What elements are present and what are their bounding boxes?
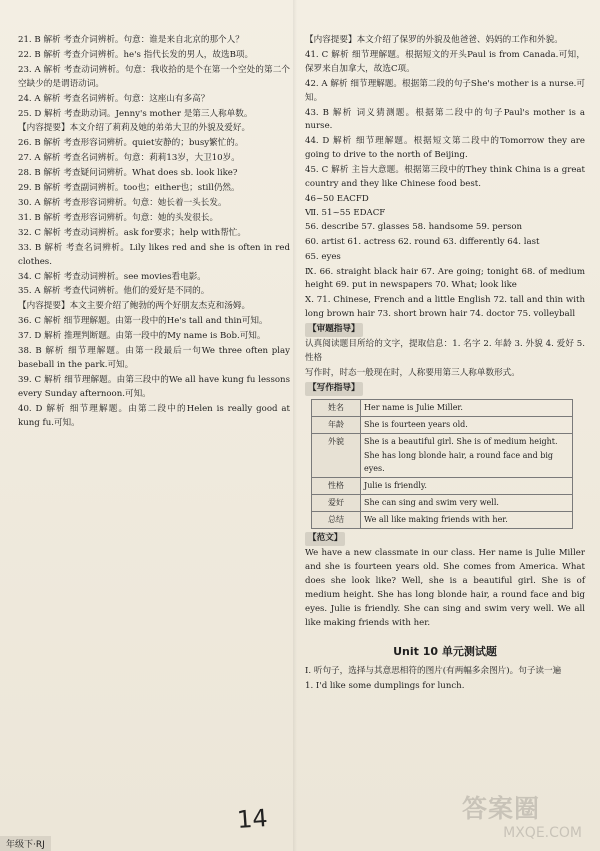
grade-footer: 年级下·RJ [0,836,51,851]
answer-24: 24. A 解析 考查名词辨析。句意：这座山有多高？ [18,93,210,104]
review-text-2: 写作时，时态一般现在时，人称要用第三人称单数形式。 [305,367,520,378]
answer-41: 41. C 解析 细节理解题。根据短文的开头Paul is from Canada.可知，保罗来自加拿大，故选C项。 [305,49,585,74]
answer-21: 21. B 解析 考查介词辨析。句意：谁是来自北京的那个人？ [18,35,244,45]
model-title: 【范文】 [305,532,345,546]
writing-heading [305,382,585,396]
table-row [312,495,573,512]
answer-60-64: 60. artist 61. actress 62. round 63. differently 64. last [305,236,540,247]
answer-44: 44. D 解析 细节理解题。根据短文第二段中的Tomorrow they are going to drive to the north of Beijing. [305,136,585,161]
answer-65: 65. eyes [305,251,341,262]
answer-26: 26. B 解析 考查形容词辨析。quiet安静的；busy繁忙的。 [18,138,244,149]
answer-45: 45. C 解析 主旨大意题。根据第三段中的They think China is a great country and they like Chinese food best. [305,165,585,190]
answer-33: 33. B 解析 考查名词辨析。Lily likes red and she is often in red clothes. [18,242,290,267]
answer-35: 35. A 解析 考查代词辨析。他们的爱好是不同的。 [18,286,210,297]
handwritten-page-number: 14 [236,803,269,835]
table-key: 外貌 [312,433,361,478]
answer-56-59: 56. describe 57. glasses 58. handsome 59. person [305,221,523,232]
table-value: We all like making friends with her. [361,512,573,529]
answer-29: 29. B 解析 考查副词辨析。too也；either也；still仍然。 [18,183,240,194]
answer-46-50: 46~50 EACFD [305,193,369,204]
table-key: 总结 [312,512,361,529]
table-value: She is fourteen years old. [361,416,573,433]
table-key: 爱好 [312,495,361,512]
answer-23: 23. A 解析 考查动词辨析。句意：我收拾的是个在第一个空处的第二个空缺少的是谓语动词。 [18,64,290,89]
content-summary-1: 【内容提要】本文介绍了莉莉及她的弟弟大卫的外貌及爱好。 [18,123,251,134]
answer-40: 40. D 解析 细节理解题。由第二段中的Helen is really good at kung fu.可知。 [18,403,290,428]
table-key: 性格 [312,478,361,495]
unit-title: Unit 10 单元测试题 [393,644,497,658]
table-row [312,433,573,478]
answer-37: 37. D 解析 推理判断题。由第一段中的My name is Bob.可知。 [18,331,266,342]
table-row [312,416,573,433]
answer-27: 27. A 解析 考查名词辨析。句意：莉莉13岁，大卫10岁。 [18,153,240,164]
content-summary-3: 【内容提要】本文介绍了保罗的外貌及他爸爸、妈妈的工作和外貌。 [305,35,563,45]
table-key: 年龄 [312,416,361,433]
answer-38: 38. B 解析 细节理解题。由第一段最后一句We three often play baseball in the park.可知。 [18,346,290,370]
table-row [312,512,573,529]
answer-31: 31. B 解析 考查形容词辨析。句意：她的头发很长。 [18,212,219,223]
unit-instruction: Ⅰ. 听句子，选择与其意思相符的图片(有两幅多余图片)。句子读一遍 [305,665,562,676]
table-row [312,399,573,416]
table-value: She is a beautiful girl. She is of medium height. She has long blonde hair, a round face and big eyes. [361,433,573,478]
content-summary-2: 【内容提要】本文主要介绍了鲍勃的两个好朋友杰克和汤姆。 [18,301,251,312]
answer-51-55: Ⅶ. 51~55 EDACF [305,207,386,218]
table-value: Her name is Julie Miller. [361,399,573,416]
writing-title: 【写作指导】 [305,382,363,396]
answer-32: 32. C 解析 考查动词辨析。ask for要求；help with帮忙。 [18,227,246,238]
model-essay: We have a new classmate in our class. Her name is Julie Miller and she is fourteen years old. She comes from America. What does she look like? Well, she is a beautiful girl. She is of medium height. She has long blonde hair, a round face and big eyes. Julie is friendly. She can sing and swim very well. We all like making friends with her. [305,548,585,628]
answer-34: 34. C 解析 考查动词辨析。see movies看电影。 [18,271,206,282]
answer-25: 25. D 解析 考查助动词。Jenny's mother 是第三人称单数。 [18,108,253,119]
writing-guide-table [311,399,573,530]
model-heading [305,532,585,546]
answer-30: 30. A 解析 考查形容词辨析。句意：她长着一头长发。 [18,197,227,208]
answer-42: 42. A 解析 细节理解题。根据第二段的句子She's mother is a nurse.可知。 [305,78,585,103]
answer-22: 22. B 解析 考查介词辨析。he's 指代长发的男人，故选B项。 [18,49,254,60]
answer-66-70: Ⅸ. 66. straight black hair 67. Are going; tonight 68. of medium height 69. put in newspapers 70. What; look like [305,266,585,291]
answer-43: 43. B 解析 词义猜测题。根据第二段中的句子Paul's mother is a nurse. [305,107,585,132]
table-row [312,478,573,495]
left-column [18,34,290,431]
answer-28: 28. B 解析 考查疑问词辨析。What does sb. look like? [18,168,238,179]
watermark-text-bottom: MXQE.COM [503,825,582,841]
review-title: 【审题指导】 [305,323,363,337]
unit-question-1: 1. I'd like some dumplings for lunch. [305,680,465,691]
table-key: 姓名 [312,399,361,416]
answer-36: 36. C 解析 细节理解题。由第一段中的He's tall and thin可知。 [18,316,268,327]
table-value: Julie is friendly. [361,478,573,495]
answer-71-75: Ⅹ. 71. Chinese, French and a little English 72. tall and thin with long brown hair 73. short brown hair 74. doctor 75. volleyball [305,295,585,320]
review-text-1: 认真阅读题目所给的文字，提取信息：1. 名字 2. 年龄 3. 外貌 4. 爱好 5. 性格 [305,339,585,363]
page-fold-shadow [293,0,297,851]
watermark [462,789,592,845]
answer-39: 39. C 解析 细节理解题。由第三段中的We all have kung fu lessons every Sunday afternoon.可知。 [18,374,290,399]
review-heading [305,323,585,337]
table-value: She can sing and swim very well. [361,495,573,512]
watermark-text-top: 答案圈 [462,794,541,823]
right-column [305,34,585,694]
